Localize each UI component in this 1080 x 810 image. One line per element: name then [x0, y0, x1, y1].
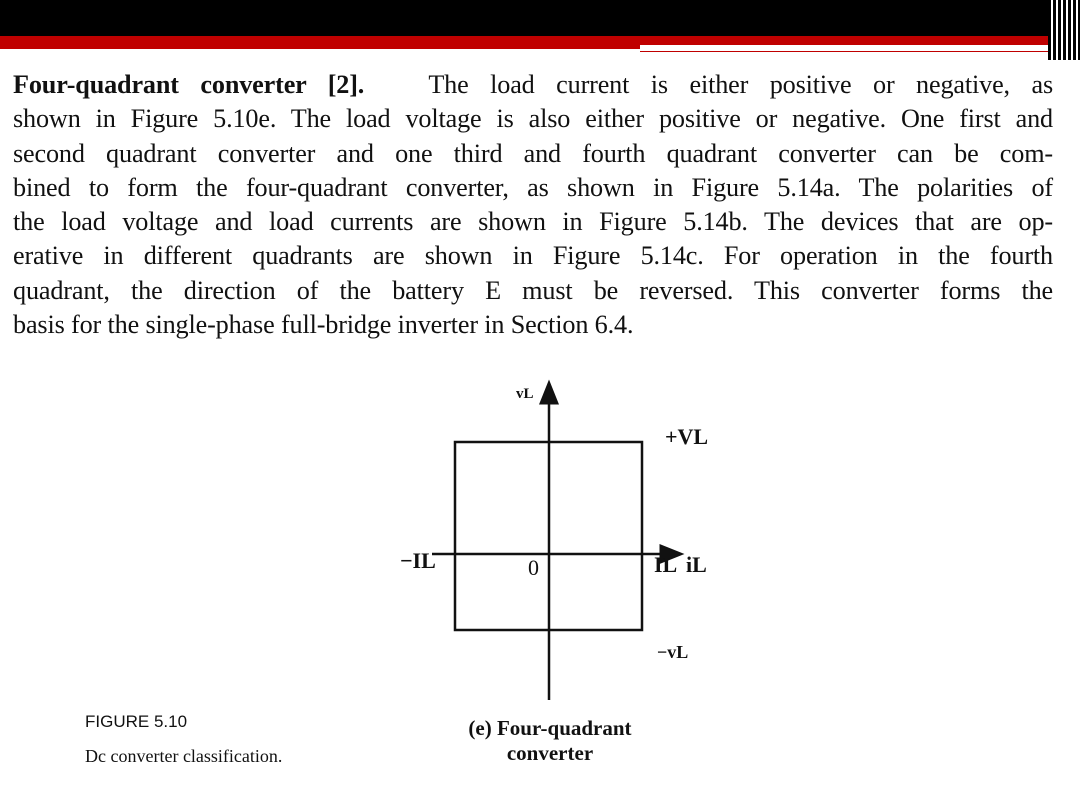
paragraph-line: bined to form the four-quadrant converter, as shown in Figure 5.14a. The polarities of: [13, 172, 1053, 202]
paragraph-line: shown in Figure 5.10e. The load voltage is also either positive or negative. One first and: [13, 104, 1053, 134]
paragraph-line: quadrant, the direction of the battery E must be reversed. This converter forms the: [13, 275, 1053, 305]
figure-caption: (e) Four-quadrant converter: [468, 716, 632, 765]
plus-i-label: IL: [654, 552, 678, 577]
minus-v-label: −vL: [657, 642, 689, 662]
paragraph-line: basis for the single-phase full-bridge inverter in Section 6.4.: [13, 310, 634, 340]
y-axis-label: vL: [516, 386, 534, 402]
x-axis-label: iL: [686, 552, 707, 577]
figure-number: FIGURE 5.10: [85, 712, 188, 731]
minus-i-label: −IL: [400, 548, 436, 573]
paragraph-line: the load voltage and load currents are shown in Figure 5.14b. The devices that are op-: [13, 207, 1053, 237]
figure-description: Dc converter classification.: [85, 746, 283, 766]
plus-v-label: +VL: [665, 424, 709, 449]
paragraph-line: second quadrant converter and one third and fourth quadrant converter can be com-: [13, 138, 1053, 168]
paragraph-heading: Four-quadrant converter [2].: [13, 70, 365, 99]
origin-label: 0: [528, 555, 539, 580]
paragraph-line: Four-quadrant converter [2]. The load current is either positive or negative, as: [13, 70, 1053, 99]
paragraph-line: erative in different quadrants are shown in Figure 5.14c. For operation in the fourth: [13, 241, 1053, 271]
